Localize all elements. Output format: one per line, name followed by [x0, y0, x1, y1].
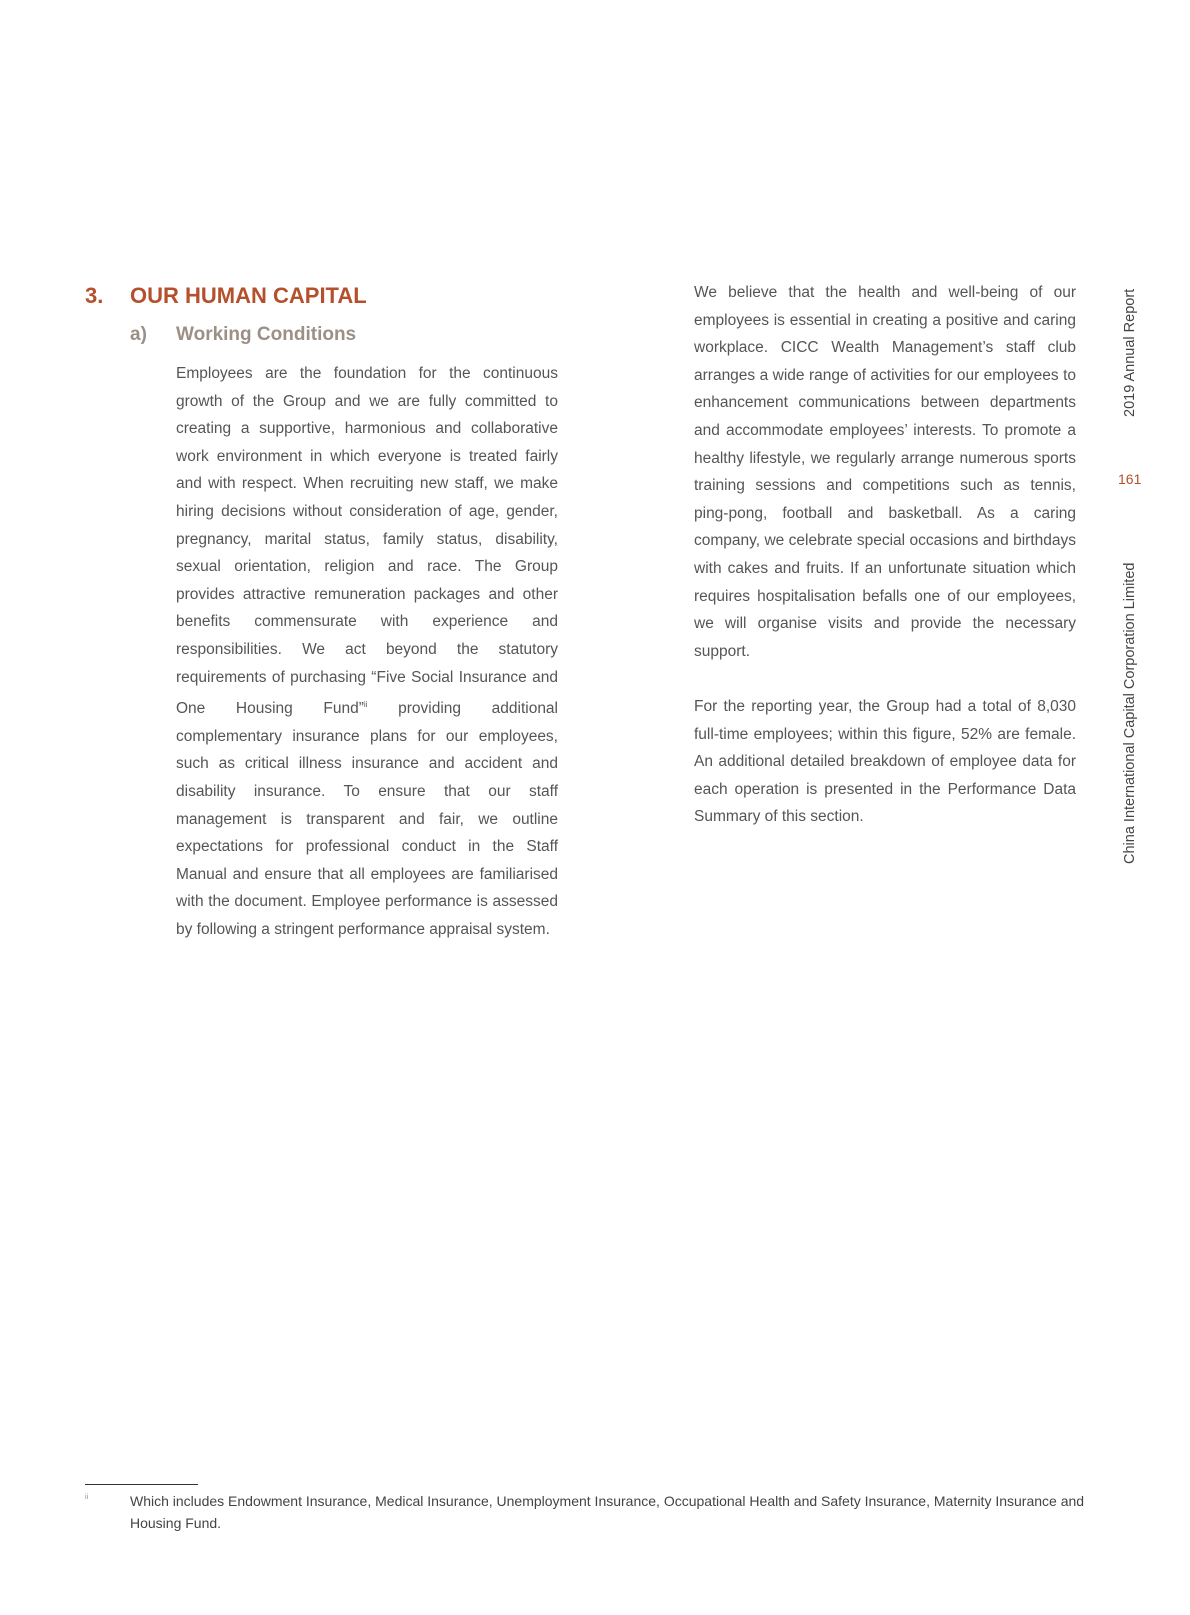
paragraph-text: providing additional complementary insurance plans for our employees, such as critical illness insurance and accident and disability insurance. To ensure that our staff management is transparent and fair, we outline expectations for professional conduct in the Staff Manual and ensure that all employees are familiarised with the document. Employee performance is assessed by following a stringent performance appraisal system.: [176, 700, 558, 939]
company-name-vertical: China International Capital Corporation Limited: [1122, 562, 1138, 864]
paragraph-text: Employees are the foundation for the continuous growth of the Group and we are fully committed to creating a supportive, harmonious and collaborative work environment in which everyone is treated fairly and with respect. When recruiting new staff, we make hiring decisions without consideration of age, gender, pregnancy, marital status, family status, disability, sexual orientation, religion and race. The Group provides attractive remuneration packages and other benefits commensurate with experience and responsibilities. We act beyond the statutory requirements of purchasing “Five Social Insurance and One Housing Fund”: [176, 365, 558, 718]
footnote-reference: ii: [363, 700, 368, 710]
report-title-vertical: 2019 Annual Report: [1122, 288, 1138, 417]
subsection-title: Working Conditions: [176, 324, 357, 345]
section-number: 3.: [85, 283, 104, 308]
section-heading: [85, 283, 367, 309]
subsection-number: a): [130, 324, 147, 345]
footnote-marker: ii: [85, 1494, 89, 1501]
working-conditions-paragraph: [176, 360, 558, 944]
subsection-heading: [130, 324, 356, 346]
section-title: OUR HUMAN CAPITAL: [130, 283, 367, 308]
footnote-divider: [85, 1484, 198, 1485]
page-number: 161: [1118, 471, 1142, 487]
employee-stats-paragraph: For the reporting year, the Group had a total of 8,030 full-time employees; within this figure, 52% are female. An additional detailed breakdown of employee data for each operation is presented in the Performance Data Summary of this section.: [694, 698, 1076, 826]
footnote-text: Which includes Endowment Insurance, Medical Insurance, Unemployment Insurance, Occupational Health and Safety Insurance, Maternity Insurance and Housing Fund.: [130, 1493, 1085, 1531]
wellbeing-paragraph: We believe that the health and well-being of our employees is essential in creating a positive and caring workplace. CICC Wealth Management’s staff club arranges a wide range of activities for our employees to enhancement communications between departments and accommodate employees’ interests. To promote a healthy lifestyle, we regularly arrange numerous sports training sessions and competitions such as tennis, ping-pong, football and basketball. As a caring company, we celebrate special occasions and birthdays with cakes and fruits. If an unfortunate situation which requires hospitalisation befalls one of our employees, we will organise visits and provide the necessary support.: [694, 284, 1076, 660]
